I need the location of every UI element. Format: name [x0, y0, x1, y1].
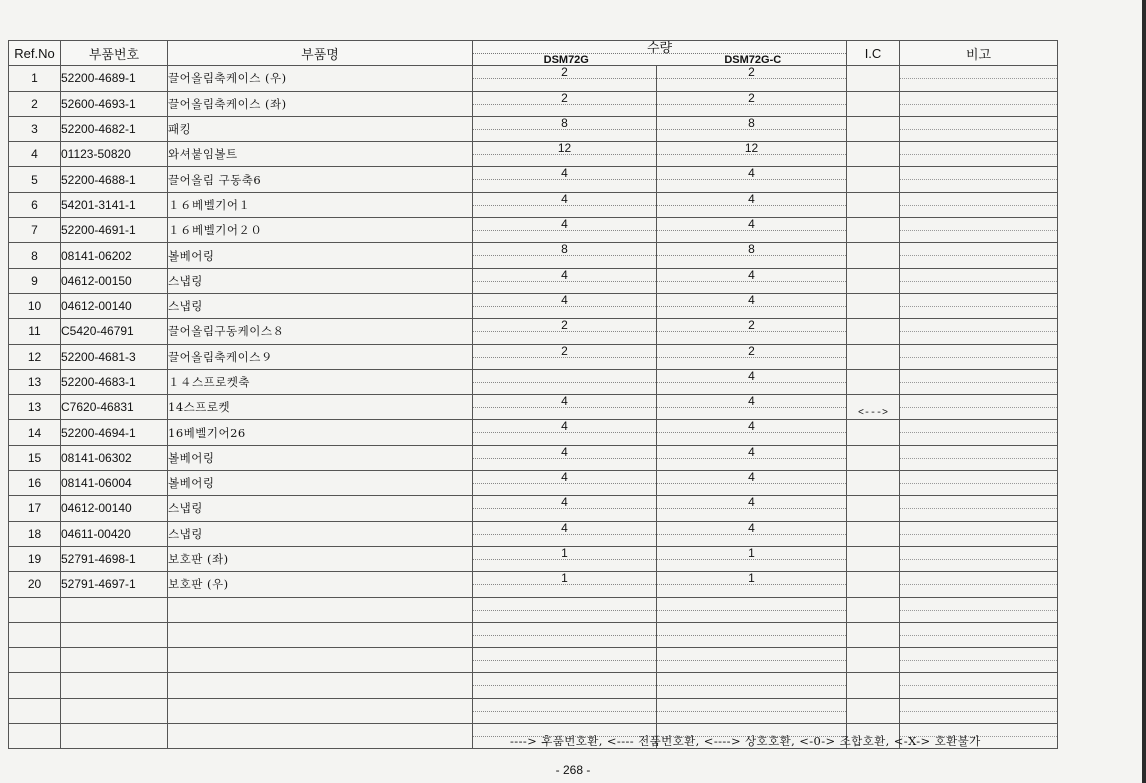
cell-qty-model-a: [473, 268, 657, 293]
cell-part-name: [168, 648, 473, 673]
cell-remarks: [900, 218, 1058, 243]
qty-value: 2: [561, 65, 568, 80]
cell-ref-no: [9, 698, 61, 723]
cell-remarks: [900, 395, 1058, 420]
header-part-no: 부품번호: [61, 41, 168, 66]
cell-qty-model-a: [473, 243, 657, 268]
cell-remarks: [900, 268, 1058, 293]
table-row: [9, 167, 1058, 192]
cell-qty-model-b: [657, 622, 847, 647]
cell-qty-model-b: [657, 420, 847, 445]
cell-qty-model-b: [657, 698, 847, 723]
cell-ic: [847, 572, 900, 597]
cell-ref-no: [9, 724, 61, 749]
cell-remarks: [900, 496, 1058, 521]
cell-remarks: [900, 572, 1058, 597]
cell-qty-model-a: [473, 445, 657, 470]
cell-qty-model-a: [473, 218, 657, 243]
cell-ref-no: 14: [9, 420, 61, 445]
cell-part-name: 14스프로켓: [168, 395, 473, 420]
table-row: [9, 192, 1058, 217]
cell-part-no: 08141-06302: [61, 445, 168, 470]
cell-ref-no: [9, 673, 61, 698]
cell-part-name: 끌어올림구동케이스８: [168, 319, 473, 344]
cell-ref-no: 20: [9, 572, 61, 597]
cell-part-name: 스냅링: [168, 496, 473, 521]
cell-qty-model-a: [473, 91, 657, 116]
cell-ic: [847, 369, 900, 394]
cell-ic: [847, 319, 900, 344]
table-row: [9, 698, 1058, 723]
cell-qty-model-b: [657, 243, 847, 268]
header-model-b: DSM72G-C: [724, 54, 782, 66]
cell-qty-model-a: [473, 471, 657, 496]
qty-value: 4: [748, 268, 755, 282]
qty-value: 4: [748, 495, 755, 510]
cell-part-no: 08141-06004: [61, 471, 168, 496]
header-remarks: 비고: [900, 41, 1058, 66]
cell-part-no: [61, 597, 168, 622]
cell-qty-model-b: [657, 546, 847, 571]
qty-value: 4: [748, 445, 755, 459]
cell-ref-no: 13: [9, 369, 61, 394]
table-row: [9, 496, 1058, 521]
cell-ref-no: 5: [9, 167, 61, 192]
cell-remarks: [900, 91, 1058, 116]
table-row: [9, 420, 1058, 445]
table-row: [9, 572, 1058, 597]
cell-part-name: １６베벨기어１: [168, 192, 473, 217]
cell-part-no: 52200-4691-1: [61, 218, 168, 243]
cell-ic: [847, 648, 900, 673]
qty-value: 4: [748, 166, 755, 181]
cell-part-no: 52200-4682-1: [61, 116, 168, 141]
cell-remarks: [900, 116, 1058, 141]
cell-qty-model-b: [657, 395, 847, 420]
cell-part-no: [61, 673, 168, 698]
qty-value: 4: [748, 293, 755, 307]
cell-part-no: 01123-50820: [61, 142, 168, 167]
cell-ref-no: [9, 622, 61, 647]
cell-ic: [847, 268, 900, 293]
cell-ic: [847, 192, 900, 217]
cell-part-name: 끌어올림 구동축6: [168, 167, 473, 192]
cell-ic: [847, 218, 900, 243]
cell-remarks: [900, 369, 1058, 394]
cell-ref-no: 16: [9, 471, 61, 496]
cell-part-name: 스냅링: [168, 293, 473, 318]
qty-value: 4: [561, 445, 568, 459]
table-row: [9, 648, 1058, 673]
qty-value: 8: [561, 242, 568, 257]
cell-qty-model-a: [473, 319, 657, 344]
cell-remarks: [900, 319, 1058, 344]
qty-value: 4: [561, 521, 568, 535]
cell-part-no: 52791-4698-1: [61, 546, 168, 571]
cell-remarks: [900, 243, 1058, 268]
header-model-a: DSM72G: [543, 54, 589, 66]
cell-qty-model-a: [473, 395, 657, 420]
cell-ref-no: 10: [9, 293, 61, 318]
cell-part-name: 보호판 (좌): [168, 546, 473, 571]
cell-remarks: [900, 420, 1058, 445]
cell-remarks: [900, 673, 1058, 698]
cell-part-no: 52200-4689-1: [61, 66, 168, 91]
cell-qty-model-a: [473, 116, 657, 141]
cell-ic: [847, 546, 900, 571]
qty-value: 8: [561, 116, 568, 130]
cell-part-name: 스냅링: [168, 268, 473, 293]
cell-ic: [847, 597, 900, 622]
cell-ref-no: 2: [9, 91, 61, 116]
cell-part-name: １４스프로켓축: [168, 369, 473, 394]
cell-qty-model-b: [657, 597, 847, 622]
cell-ic: [847, 496, 900, 521]
cell-qty-model-a: [473, 293, 657, 318]
table-row: [9, 66, 1058, 91]
cell-part-name: 볼베어링: [168, 471, 473, 496]
cell-ref-no: 18: [9, 521, 61, 546]
qty-value: 1: [748, 546, 755, 560]
qty-value: 1: [561, 546, 568, 560]
qty-value: 2: [748, 318, 755, 333]
qty-value: 4: [561, 470, 568, 485]
header-ref-no: Ref.No: [9, 41, 61, 66]
cell-remarks: [900, 521, 1058, 546]
cell-ic: [847, 116, 900, 141]
cell-ic: [847, 66, 900, 91]
cell-ic: [847, 673, 900, 698]
cell-qty-model-b: [657, 218, 847, 243]
cell-remarks: [900, 698, 1058, 723]
table-header-row: [9, 41, 1058, 66]
cell-part-no: [61, 698, 168, 723]
table-row: [9, 521, 1058, 546]
qty-value: 8: [748, 242, 755, 257]
table-row: [9, 471, 1058, 496]
cell-remarks: [900, 471, 1058, 496]
qty-value: 1: [748, 571, 755, 586]
cell-part-no: 52200-4683-1: [61, 369, 168, 394]
scan-edge-shadow: [1142, 0, 1146, 783]
cell-remarks: [900, 293, 1058, 318]
qty-value: 4: [748, 470, 755, 485]
cell-ic: [847, 243, 900, 268]
qty-value: 4: [561, 268, 568, 282]
cell-ref-no: 6: [9, 192, 61, 217]
cell-part-name: 보호판 (우): [168, 572, 473, 597]
cell-remarks: [900, 546, 1058, 571]
cell-qty-model-b: [657, 445, 847, 470]
cell-part-name: 패킹: [168, 116, 473, 141]
table-row: [9, 218, 1058, 243]
cell-ref-no: 9: [9, 268, 61, 293]
cell-qty-model-b: [657, 496, 847, 521]
cell-remarks: [900, 167, 1058, 192]
cell-ref-no: 15: [9, 445, 61, 470]
cell-part-no: 54201-3141-1: [61, 192, 168, 217]
cell-part-name: [168, 597, 473, 622]
cell-part-no: 52200-4694-1: [61, 420, 168, 445]
table-row: [9, 597, 1058, 622]
header-part-name: 부품명: [168, 41, 473, 66]
cell-part-name: 끌어올림축케이스 (우): [168, 66, 473, 91]
cell-part-name: 와셔붙임볼트: [168, 142, 473, 167]
cell-qty-model-a: [473, 572, 657, 597]
cell-qty-model-a: [473, 698, 657, 723]
qty-value: 8: [748, 116, 755, 130]
cell-qty-model-a: [473, 597, 657, 622]
qty-value: 2: [561, 91, 568, 105]
table-row: [9, 116, 1058, 141]
cell-ref-no: [9, 648, 61, 673]
cell-qty-model-b: [657, 116, 847, 141]
cell-part-no: [61, 648, 168, 673]
cell-qty-model-a: [473, 142, 657, 167]
cell-ic: [847, 622, 900, 647]
table-row: [9, 243, 1058, 268]
cell-ref-no: 7: [9, 218, 61, 243]
cell-remarks: [900, 648, 1058, 673]
qty-value: 4: [561, 166, 568, 181]
cell-ic: [847, 471, 900, 496]
qty-value: 12: [744, 141, 759, 156]
qty-value: 2: [561, 344, 568, 358]
cell-qty-model-b: [657, 319, 847, 344]
cell-remarks: [900, 344, 1058, 369]
cell-ic: [847, 167, 900, 192]
header-ic: I.C: [847, 41, 900, 66]
cell-part-name: [168, 673, 473, 698]
table-row: [9, 344, 1058, 369]
cell-ref-no: [9, 597, 61, 622]
qty-value: 2: [748, 344, 755, 358]
qty-value: 4: [748, 217, 755, 232]
qty-value: 4: [748, 369, 755, 383]
qty-value: 4: [561, 293, 568, 307]
cell-qty-model-b: [657, 293, 847, 318]
cell-qty-model-a: [473, 622, 657, 647]
cell-qty-model-b: [657, 66, 847, 91]
cell-part-no: 08141-06202: [61, 243, 168, 268]
interchangeability-legend: ----> 후품번호환, <---- 전품번호환, <----> 상호호환, <-0-> 조합호환, <-X-> 호환불가: [510, 734, 981, 748]
cell-ic: [847, 293, 900, 318]
cell-part-no: 04612-00150: [61, 268, 168, 293]
cell-qty-model-b: [657, 192, 847, 217]
cell-ref-no: 12: [9, 344, 61, 369]
cell-remarks: [900, 622, 1058, 647]
parts-table: [8, 40, 1058, 749]
cell-qty-model-a: [473, 496, 657, 521]
cell-qty-model-a: [473, 420, 657, 445]
cell-part-no: 52200-4688-1: [61, 167, 168, 192]
cell-part-no: 52791-4697-1: [61, 572, 168, 597]
cell-qty-model-a: [473, 167, 657, 192]
cell-qty-model-a: [473, 546, 657, 571]
cell-part-no: 04611-00420: [61, 521, 168, 546]
cell-ic: [847, 344, 900, 369]
cell-ic: [847, 698, 900, 723]
qty-value: 4: [561, 394, 568, 409]
cell-qty-model-b: [657, 344, 847, 369]
cell-part-no: C5420-46791: [61, 319, 168, 344]
cell-part-no: 52200-4681-3: [61, 344, 168, 369]
cell-remarks: [900, 142, 1058, 167]
cell-qty-model-b: [657, 471, 847, 496]
cell-ic: [847, 142, 900, 167]
cell-ref-no: 1: [9, 66, 61, 91]
cell-ref-no: 3: [9, 116, 61, 141]
cell-part-no: 52600-4693-1: [61, 91, 168, 116]
cell-qty-model-b: [657, 648, 847, 673]
table-row: [9, 268, 1058, 293]
cell-remarks: [900, 66, 1058, 91]
cell-part-name: 볼베어링: [168, 243, 473, 268]
cell-qty-model-b: [657, 268, 847, 293]
qty-value: 2: [748, 91, 755, 105]
qty-value: 4: [561, 192, 568, 206]
table-row: [9, 445, 1058, 470]
cell-qty-model-a: [473, 192, 657, 217]
cell-part-name: 스냅링: [168, 521, 473, 546]
cell-qty-model-b: [657, 521, 847, 546]
qty-value: 4: [561, 419, 568, 434]
cell-ref-no: 19: [9, 546, 61, 571]
cell-ref-no: 11: [9, 319, 61, 344]
cell-remarks: [900, 597, 1058, 622]
qty-value: 12: [557, 141, 572, 156]
qty-value: 4: [561, 495, 568, 510]
table-row: [9, 293, 1058, 318]
table-row: [9, 91, 1058, 116]
cell-ic: [847, 445, 900, 470]
header-quantity-title: 수량: [646, 41, 673, 57]
cell-qty-model-a: [473, 521, 657, 546]
qty-value: 4: [748, 521, 755, 535]
cell-part-no: [61, 622, 168, 647]
cell-part-name: 끌어올림축케이스９: [168, 344, 473, 369]
cell-ic: [847, 521, 900, 546]
cell-remarks: [900, 445, 1058, 470]
cell-part-name: １６베벨기어２０: [168, 218, 473, 243]
cell-part-no: C7620-46831: [61, 395, 168, 420]
header-quantity: [473, 41, 847, 66]
table-row: [9, 622, 1058, 647]
cell-part-name: [168, 622, 473, 647]
qty-value: 2: [748, 65, 755, 80]
cell-part-name: [168, 724, 473, 749]
cell-part-name: 볼베어링: [168, 445, 473, 470]
cell-qty-model-b: [657, 142, 847, 167]
cell-part-name: [168, 698, 473, 723]
table-row: [9, 369, 1058, 394]
cell-ic: [847, 420, 900, 445]
cell-qty-model-a: [473, 369, 657, 394]
cell-qty-model-b: [657, 572, 847, 597]
cell-part-name: 끌어올림축케이스 (좌): [168, 91, 473, 116]
cell-ref-no: 8: [9, 243, 61, 268]
qty-value: 1: [561, 571, 568, 586]
cell-qty-model-a: [473, 66, 657, 91]
table-row: [9, 395, 1058, 420]
cell-ref-no: 4: [9, 142, 61, 167]
cell-qty-model-b: [657, 91, 847, 116]
cell-part-no: 04612-00140: [61, 496, 168, 521]
qty-value: 4: [561, 217, 568, 232]
cell-ref-no: 13: [9, 395, 61, 420]
cell-qty-model-b: [657, 369, 847, 394]
cell-qty-model-a: [473, 648, 657, 673]
cell-qty-model-a: [473, 673, 657, 698]
cell-qty-model-a: [473, 344, 657, 369]
qty-value: 4: [748, 419, 755, 434]
cell-remarks: [900, 192, 1058, 217]
qty-value: 4: [748, 394, 755, 409]
cell-part-name: 16베벨기어26: [168, 420, 473, 445]
cell-ref-no: 17: [9, 496, 61, 521]
table-row: [9, 142, 1058, 167]
cell-ic: [847, 91, 900, 116]
cell-ic: <--->: [847, 395, 900, 420]
page-number: - 268 -: [555, 763, 591, 777]
cell-part-no: [61, 724, 168, 749]
cell-part-no: 04612-00140: [61, 293, 168, 318]
table-row: [9, 319, 1058, 344]
qty-value: 4: [748, 192, 755, 206]
table-row: [9, 546, 1058, 571]
cell-qty-model-b: [657, 673, 847, 698]
table-row: [9, 673, 1058, 698]
qty-value: 2: [561, 318, 568, 333]
cell-qty-model-b: [657, 167, 847, 192]
